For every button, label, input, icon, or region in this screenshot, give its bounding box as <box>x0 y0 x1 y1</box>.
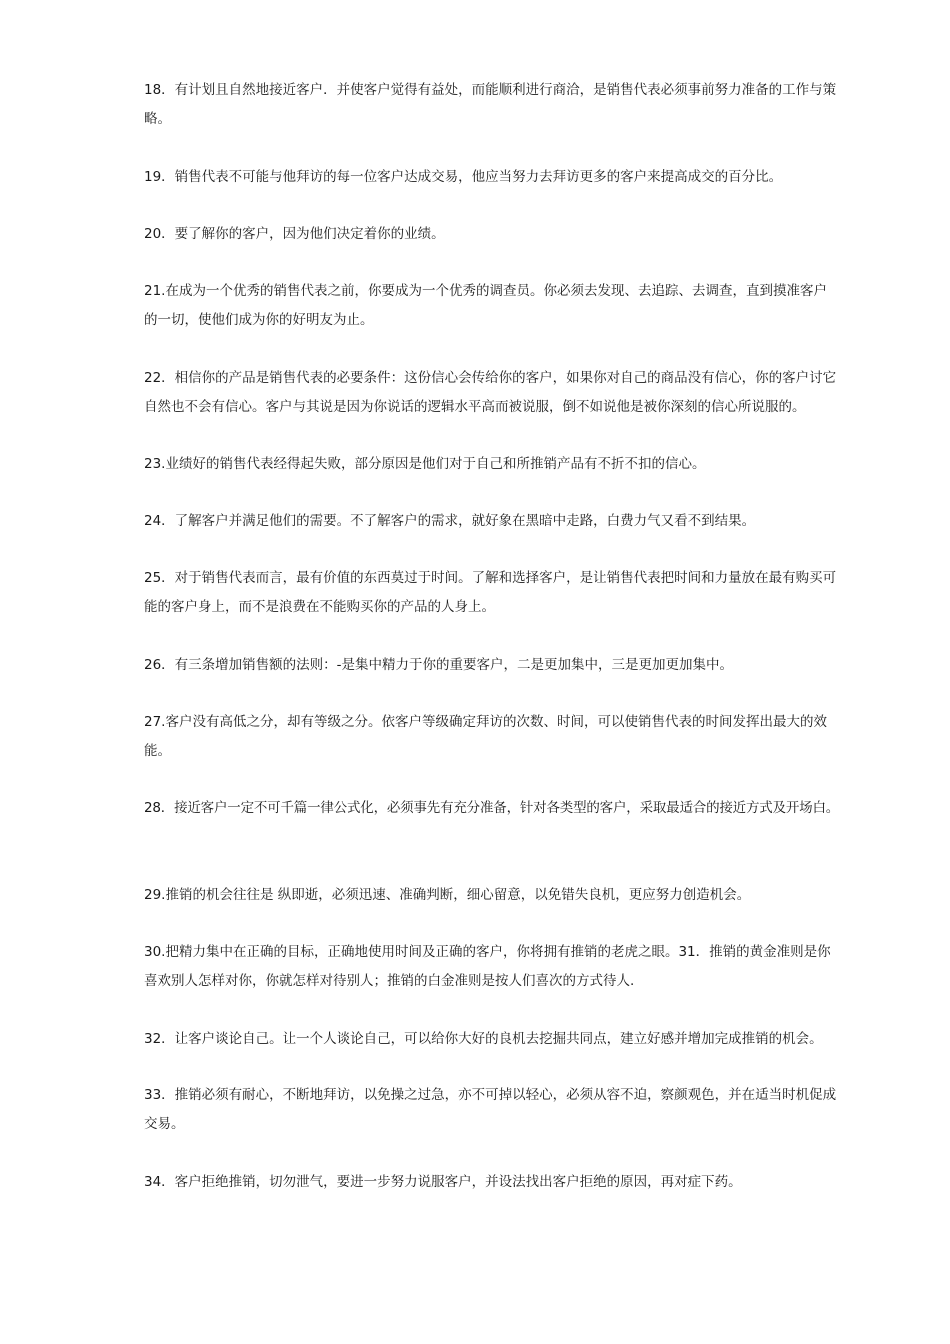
paragraph-line: 19．销售代表不可能与他拜访的每一位客户达成交易，他应当努力去拜访更多的客户来提高成交的百分比。 <box>144 169 783 185</box>
paragraph-line: 喜欢别人怎样对你，你就怎样对待别人；推销的白金准则是按人们喜次的方式待人. <box>144 973 635 989</box>
paragraph-32 <box>144 1025 889 1054</box>
paragraph-line: 28．接近客户一定不可千篇一律公式化，必须事先有充分准备，针对各类型的客户，采取最适合的接近方式及开场白。 <box>144 800 840 816</box>
paragraph-26 <box>144 651 889 680</box>
paragraph-line: 26．有三条增加销售额的法则：-是集中精力于你的重要客户，二是更加集中，三是更加更加集中。 <box>144 657 734 673</box>
paragraph-line: 32．让客户谈论自己。让一个人谈论自己，可以给你大好的良机去挖掘共同点，建立好感并增加完成推销的机会。 <box>144 1031 823 1047</box>
paragraph-line: 34．客户拒绝推销，切勿泄气，要进一步努力说服客户，并设法找出客户拒绝的原因，再对症下药。 <box>144 1174 742 1190</box>
paragraph-line: 29.推销的机会往往是 纵即逝，必须迅速、准确判断，细心留意，以免错失良机，更应努力创造机会。 <box>144 887 751 903</box>
paragraph-line: 25．对于销售代表而言，最有价值的东西莫过于时间。了解和选择客户，是让销售代表把时间和力量放在最有购买可 <box>144 570 837 586</box>
paragraph-27 <box>144 708 889 766</box>
paragraph-line: 能。 <box>144 743 171 759</box>
paragraph-29 <box>144 881 889 910</box>
paragraph-line: 的一切，使他们成为你的好明友为止。 <box>144 312 374 328</box>
paragraph-28 <box>144 794 894 823</box>
paragraph-line: 略。 <box>144 111 171 127</box>
paragraph-line: 23.业绩好的销售代表经得起失败，部分原因是他们对于自己和所推销产品有不折不扣的信心。 <box>144 456 706 472</box>
paragraph-30-31 <box>144 938 889 996</box>
paragraph-line: 18．有计划且自然地接近客户．并使客户觉得有益处，而能顺利进行商洽，是销售代表必须事前努力准备的工作与策 <box>144 82 837 98</box>
paragraph-line: 33．推销必须有耐心，不断地拜访，以免操之过急，亦不可掉以轻心，必须从容不迫，察颜观色，并在适当时机促成 <box>144 1087 837 1103</box>
paragraph-21 <box>144 277 889 335</box>
paragraph-24 <box>144 507 889 536</box>
paragraph-line: 27.客户没有高低之分，却有等级之分。依客户等级确定拜访的次数、时间，可以使销售代表的时间发挥出最大的效 <box>144 714 827 730</box>
paragraph-line: 交易。 <box>144 1116 185 1132</box>
paragraph-19 <box>144 163 889 192</box>
paragraph-line: 22．相信你的产品是销售代表的必要条件：这份信心会传给你的客户，如果你对自己的商品没有信心，你的客户讨它 <box>144 370 837 386</box>
paragraph-line: 自然也不会有信心。客户与其说是因为你说话的逻辑水平高而被说服，倒不如说他是被你深刻的信心所说服的。 <box>144 399 806 415</box>
paragraph-34 <box>144 1168 889 1197</box>
paragraph-line: 20．要了解你的客户，因为他们决定着你的业绩。 <box>144 226 445 242</box>
paragraph-line: 21.在成为一个优秀的销售代表之前，你要成为一个优秀的调查员。你必须去发现、去追踪、去调查，直到摸准客户 <box>144 283 827 299</box>
paragraph-line: 能的客户身上，而不是浪费在不能购买你的产品的人身上。 <box>144 599 495 615</box>
paragraph-25 <box>144 564 889 622</box>
paragraph-22 <box>144 364 889 422</box>
paragraph-line: 24．了解客户并满足他们的需要。不了解客户的需求，就好象在黑暗中走路，白费力气又看不到结果。 <box>144 513 756 529</box>
paragraph-20 <box>144 220 889 249</box>
paragraph-line: 30.把精力集中在正确的目标，正确地使用时间及正确的客户，你将拥有推销的老虎之眼。31．推销的黄金准则是你 <box>144 944 831 960</box>
paragraph-23 <box>144 450 889 479</box>
paragraph-33 <box>144 1081 889 1139</box>
paragraph-18 <box>144 76 889 134</box>
